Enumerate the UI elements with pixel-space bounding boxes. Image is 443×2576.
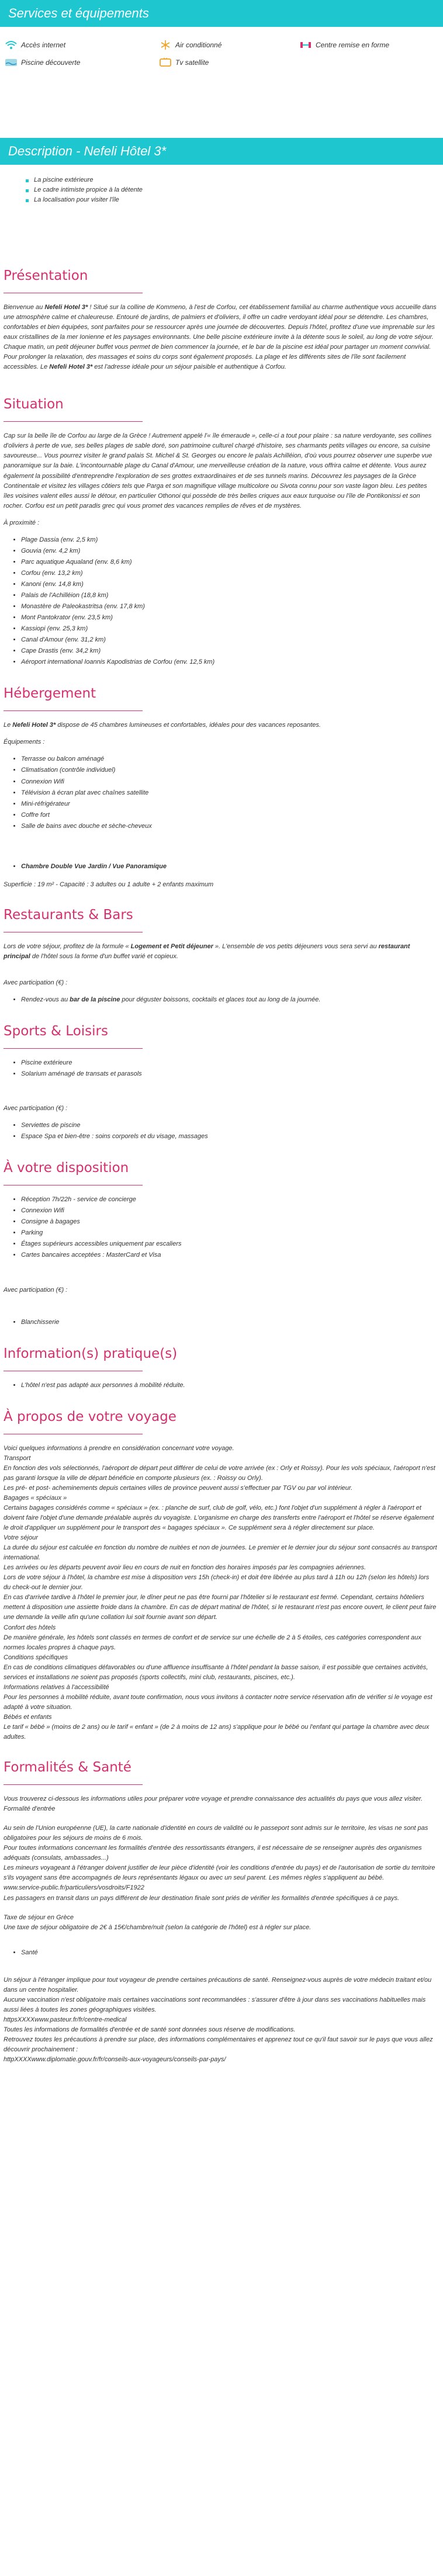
section-title-hebergement: Hébergement: [4, 686, 96, 702]
text-line: Lors de votre séjour à l'hôtel, la chambre est mise à disposition vers 15h (check-in) et doit être libérée au plus tard à 11h ou 12h (selon les hôtels) lors du check-out le dernier jour.: [4, 1574, 430, 1592]
amenity-aircon: [159, 40, 222, 51]
text-line: Pour toutes informations concernant les formalités d'entrée des ressortissants étrangers, il est nécessaire de se renseigner auprès des organismes adéquats (consulats, ambassades...): [4, 1845, 422, 1862]
snowflake-icon: [159, 40, 172, 50]
sports-paid-list: [21, 1121, 437, 1142]
room-title: • Chambre Double Vue Jardin / Vue Panoramique: [21, 862, 437, 872]
divider: [4, 421, 143, 422]
participation-label: Avec participation (€) :: [4, 1105, 68, 1112]
divider: [4, 710, 143, 711]
infos-list: [21, 1381, 437, 1391]
list-item: • Palais de l'Achilléion (18,8 km): [21, 591, 437, 601]
list-item: • Piscine extérieure: [21, 1058, 437, 1068]
sports-free-list: [21, 1058, 437, 1079]
tv-icon: [159, 57, 172, 68]
list-item: • Rendez-vous au bar de la piscine pour déguster boissons, cocktails et glaces tout au long de la journée.: [21, 995, 437, 1005]
room-info: Superficie : 19 m² - Capacité : 3 adultes ou 1 adulte + 2 enfants maximum: [4, 880, 214, 888]
list-item: • Santé: [21, 1948, 437, 1958]
text-line: Bagages « spéciaux »: [4, 1494, 67, 1502]
list-item: • Connexion Wifi: [21, 1206, 437, 1216]
list-item: • Monastère de Paleokastritsa (env. 17,8 km): [21, 602, 437, 612]
list-item: • Espace Spa et bien-être : soins corporels et du visage, massages: [21, 1132, 437, 1142]
amenity-label: Air conditionné: [175, 41, 222, 49]
section-title-disposition: À votre disposition: [4, 1160, 129, 1176]
list-item: • Télévision à écran plat avec chaînes satellite: [21, 788, 437, 798]
amenity-label: Piscine découverte: [21, 58, 81, 67]
text-line: Votre séjour: [4, 1534, 38, 1542]
equipment-label: Équipements :: [4, 739, 45, 746]
apropos-text: [4, 1444, 437, 1742]
text-line: Une taxe de séjour obligatoire de 2€ à 15€/chambre/nuit (selon la catégorie de l'hôtel) est à régler sur place.: [4, 1923, 312, 1931]
section-title-infos: Information(s) pratique(s): [4, 1346, 178, 1361]
section-title-apropos: À propos de votre voyage: [4, 1409, 176, 1424]
amenity-label: Tv satellite: [175, 58, 209, 67]
text-line: Vous trouverez ci-dessous les informations utiles pour préparer votre voyage et prendre connaissance des actualités du pays que vous allez visiter.: [4, 1795, 423, 1803]
text-line: Aucune vaccination n'est obligatoire mais certaines vaccinations sont recommandées : s'assurer d'être à jour dans ses vaccinations habituelles mais aussi liées à toutes les zones géographiques visitées.: [4, 1996, 426, 2013]
list-item: • Réception 7h/22h - service de concierge: [21, 1195, 437, 1205]
amenity-tv: [159, 57, 209, 68]
amenities-list: [0, 27, 443, 75]
participation-label: Avec participation (€) :: [4, 1286, 68, 1294]
text-line: httpsXXXXwww.pasteur.fr/fr/centre-medical: [4, 2016, 127, 2023]
amenity-fitness: [299, 40, 389, 51]
section-title-situation: Situation: [4, 397, 64, 412]
list-item: • Cape Drastis (env. 34,2 km): [21, 646, 437, 656]
text-line: Voici quelques informations à prendre en considération concernant votre voyage.: [4, 1444, 234, 1452]
list-item: • Corfou (env. 13,2 km): [21, 568, 437, 578]
dumbbell-icon: [299, 40, 312, 50]
list-item: • Gouvia (env. 4,2 km): [21, 546, 437, 556]
list-item: La piscine extérieure: [26, 175, 443, 185]
text-line: La durée du séjour est calculée en fonction du nombre de nuitées et non de journées. Le premier et le dernier jour du séjour sont consacrés au transport international.: [4, 1544, 437, 1562]
section-title-sports: Sports & Loisirs: [4, 1024, 108, 1039]
text-line: Retrouvez toutes les précautions à prendre sur place, des informations complémentaires et apprenez tout ce qu'il faut savoir sur le pays que vous allez découvrir prochainement :: [4, 2036, 433, 2054]
proximity-label: À proximité :: [4, 519, 40, 526]
list-item: Le cadre intimiste propice à la détente: [26, 185, 443, 195]
list-item: • Cartes bancaires acceptées : MasterCard et Visa: [21, 1250, 437, 1260]
list-item: • Mont Pantokrator (env. 23,5 km): [21, 613, 437, 623]
section-title-formalites: Formalités & Santé: [4, 1760, 131, 1776]
text-line: En cas de conditions climatiques défavorables ou d'une affluence insuffisante à l'hôtel pendant la basse saison, il est possible que certaines activités, services et installations ne soient pas proposés (sports collectifs, mini club, restaurants, piscines, etc.).: [4, 1663, 428, 1681]
amenity-label: Accès internet: [21, 41, 66, 49]
text-line: De manière générale, les hôtels sont classés en termes de confort et de service sur une échelle de 2 à 5 étoiles, ces catégories correspondent aux normes locales propres à chaque pays.: [4, 1634, 421, 1651]
list-item: • Mini-réfrigérateur: [21, 799, 437, 809]
text-line: Le tarif « bébé » (moins de 2 ans) ou le tarif « enfant » (de 2 à moins de 12 ans) s'applique pour le bébé ou l'enfant qui partage la chambre avec deux adultes.: [4, 1723, 430, 1741]
list-item: • Étages supérieurs accessibles uniquement par escaliers: [21, 1239, 437, 1249]
services-header: Services et équipements: [0, 0, 443, 27]
hebergement-text: Le Nefeli Hotel 3* dispose de 45 chambres lumineuses et confortables, idéales pour des vacances reposantes.: [4, 722, 321, 729]
list-item: La localisation pour visiter l'île: [26, 195, 443, 205]
list-item: • Consigne à bagages: [21, 1217, 437, 1227]
list-item: • Plage Dassia (env. 2,5 km): [21, 535, 437, 545]
text-line: En cas d'arrivée tardive à l'hôtel le premier jour, le dîner peut ne pas être fourni par l'hôtelier si le restaurant est fermé. Cependant, certains hôteliers mettent à disposition une assiette froide dans la chambre. En cas de départ matinal de l'hôtel, si le restaurant n'est pas encore ouvert, le client peut faire une demande la veille afin qu'une collation lui soit fournie avant son départ.: [4, 1594, 437, 1621]
list-item: • Salle de bains avec douche et sèche-cheveux: [21, 821, 437, 831]
room-list: [21, 862, 437, 872]
list-item: • Kassiopi (env. 25,3 km): [21, 624, 437, 634]
text-line: Au sein de l'Union européenne (UE), la carte nationale d'identité en cours de validité ou le passeport sont admis sur le territoire, les visas ne sont pas obligatoires pour les séjours de moins de 6 mois.: [4, 1825, 428, 1842]
text-line: Taxe de séjour en Grèce: [4, 1913, 74, 1921]
text-line: Certains bagages considérés comme « spéciaux » (ex. : planche de surf, club de golf, vélo, etc.) font l'objet d'un supplément à régler à l'aéroport et doivent faire l'objet d'une demande préalable auprès du voyagiste. L'organisme en charge des transferts entre l'aéroport et l'hôtel se réserve également le droit d'appliquer un supplément pour le transport des « bagages spéciaux ». Ce supplément sera à régler directement sur place.: [4, 1504, 434, 1532]
list-item: • Solarium aménagé de transats et parasols: [21, 1069, 437, 1079]
text-line: Bébés et enfants: [4, 1713, 52, 1721]
disposition-paid-list: [21, 1318, 437, 1327]
text-line: httpXXXXwww.diplomatie.gouv.fr/fr/conseils-aux-voyageurs/conseils-par-pays/: [4, 2056, 226, 2064]
section-title-restaurants: Restaurants & Bars: [4, 907, 133, 923]
sante-text: [4, 1975, 437, 2065]
list-item: • L'hôtel n'est pas adapté aux personnes à mobilité réduite.: [21, 1381, 437, 1391]
proximity-list: [21, 535, 437, 668]
list-item: • Terrasse ou balcon aménagé: [21, 754, 437, 764]
list-item: • Serviettes de piscine: [21, 1121, 437, 1131]
description-header: Description - Nefeli Hôtel 3*: [0, 138, 443, 165]
text-line: Transport: [4, 1454, 31, 1462]
wifi-icon: [5, 40, 18, 50]
text-line: Informations relatives à l'accessibilité: [4, 1683, 109, 1691]
divider: [4, 1784, 143, 1785]
list-item: • Parking: [21, 1228, 437, 1238]
text-line: www.service-public.fr/particuliers/vosdroits/F1922: [4, 1884, 144, 1892]
highlights-list: [26, 175, 443, 205]
text-line: Les pré- et post- acheminements depuis certaines villes de province peuvent aussi s'effectuer par TGV ou par vol intérieur.: [4, 1484, 353, 1492]
text-line: Les passagers en transit dans un pays différent de leur destination finale sont priés de vérifier les formalités d'entrée spécifiques à ce pays.: [4, 1894, 400, 1902]
text-line: Un séjour à l'étranger implique pour tout voyageur de prendre certaines précautions de santé. Renseignez-vous auprès de votre médecin traitant et/ou dans un centre hospitalier.: [4, 1976, 432, 1993]
amenity-pool: [5, 57, 80, 68]
section-title-presentation: Présentation: [4, 268, 88, 283]
list-item: • Canal d'Amour (env. 31,2 km): [21, 635, 437, 645]
text-line: Toutes les informations de formalités d'entrée et de santé sont données sous réserve de modifications.: [4, 2026, 296, 2033]
list-item: • Aéroport international Ioannis Kapodistrias de Corfou (env. 12,5 km): [21, 657, 437, 667]
restaurants-text: Lors de votre séjour, profitez de la formule « Logement et Petit déjeuner ». L'ensemble de vos petits déjeuners vous sera servi au restaurant principal de l'hôtel sous la forme d'un buffet varié et copieux.: [4, 942, 410, 960]
list-item: • Blanchisserie: [21, 1318, 437, 1327]
amenity-internet: [5, 40, 65, 51]
pool-icon: [5, 57, 18, 68]
situation-text: Cap sur la belle île de Corfou au large de la Grèce ! Autrement appelé l'« île émeraude », celle-ci a tout pour plaire : sa nature verdoyante, ses collines d'oliviers à perte de vue, ses belles plages de sable doré, son patrimoine culturel chargé d'histoire, ses charmants petits villages ou encore, sa cuisine savoureuse... Vous pourrez visiter le grand palais St. Michel & St. Georges ou encore le palais Achilléion, d'où vous pourrez observer une superbe vue panoramique sur la baie. L'incontournable plage du Canal d'Amour, une merveilleuse création de la nature, vous offrira calme et détente. Vous aurez également la possibilité d'entreprendre l'exploration de ses grottes extraordinaires et de ses tunnels marins. Découvrez les paysages de la Grèce Continentale et visitez les villages côtiers tels que Parga et son magnifique village multicolore ou Sivota connu pour son vaste lagon bleu. Les petites îles voisines valent elles aussi le détour, en particulier Othonoi qui possède de très belles criques aux eaux turquoise ou l'île de Pontikonissi et son rocher. Corfou est un petit paradis grec qui vous promet des vacances remplies de rêves et de mystères.: [4, 432, 432, 509]
text-line: Les mineurs voyageant à l'étranger doivent justifier de leur pièce d'identité (voir les conditions d'entrée du pays) et de l'autorisation de sortie du territoire s'ils voyagent sans être accompagnés de leurs représentants légaux ou avec un seul parent. Les mêmes règles s'appliquent au bébé.: [4, 1864, 435, 1882]
disposition-free-list: [21, 1195, 437, 1260]
list-item: • Climatisation (contrôle individuel): [21, 765, 437, 775]
formalites-text: [4, 1794, 437, 1933]
list-item: • Parc aquatique Aqualand (env. 8,6 km): [21, 557, 437, 567]
list-item: • Coffre fort: [21, 810, 437, 820]
amenity-label: Centre remise en forme: [316, 41, 390, 49]
list-item: • Kanoni (env. 14,8 km): [21, 580, 437, 590]
text-line: Pour les personnes à mobilité réduite, avant toute confirmation, nous vous invitons à contacter notre service réservation afin de vérifier si le voyage est adapté à votre situation.: [4, 1693, 432, 1711]
participation-label: Avec participation (€) :: [4, 979, 68, 986]
equipment-list: [21, 754, 437, 831]
divider: [4, 1048, 143, 1049]
list-item: • Connexion Wifi: [21, 777, 437, 787]
text-line: En fonction des vols sélectionnés, l'aéroport de départ peut différer de celui de votre arrivée (ex : Orly et Roissy). Pour les vols spéciaux, l'aéroport n'est pas garanti lorsque la ville de départ bénéficie en comporte plusieurs (ex. : Roissy ou Orly).: [4, 1464, 435, 1482]
bar-list: [21, 995, 437, 1005]
text-line: Les arrivées ou les départs peuvent avoir lieu en cours de nuit en fonction des horaires imposés par les compagnies aériennes.: [4, 1564, 366, 1572]
sante-list: [21, 1948, 437, 1958]
text-line: Conditions spécifiques: [4, 1653, 68, 1661]
text-line: Confort des hôtels: [4, 1624, 56, 1631]
presentation-text: Bienvenue au Nefeli Hotel 3* ! Situé sur la colline de Kommeno, à l'est de Corfou, cet établissement familial au charme authentique vous accueille dans une atmosphère calme et chaleureuse. Entouré de jardins, de palmiers et d'oliviers, il offre un cadre verdoyant idéal pour se détendre. Les chambres, confortables et bien équipées, sont parfaites pour se ressourcer après une journée de découvertes. Depuis l'hôtel, profitez d'une vue imprenable sur les eaux cristallines de la mer Ionienne et les paysages environnants. Une belle piscine extérieure invite à la détente sous le soleil, au long de votre séjour. Chaque matin, un petit déjeuner buffet vous permet de bien commencer la journée, et le bar de la piscine est idéal pour partager un moment convivial. Pour prolonger la relaxation, des massages et soins du corps sont également proposés. La plage et les différents sites de l'île sont facilement accessibles. Le Nefeli Hotel 3* est l'adresse idéale pour un séjour paisible et authentique à Corfou.: [4, 304, 437, 371]
text-line: Formalité d'entrée: [4, 1805, 56, 1813]
